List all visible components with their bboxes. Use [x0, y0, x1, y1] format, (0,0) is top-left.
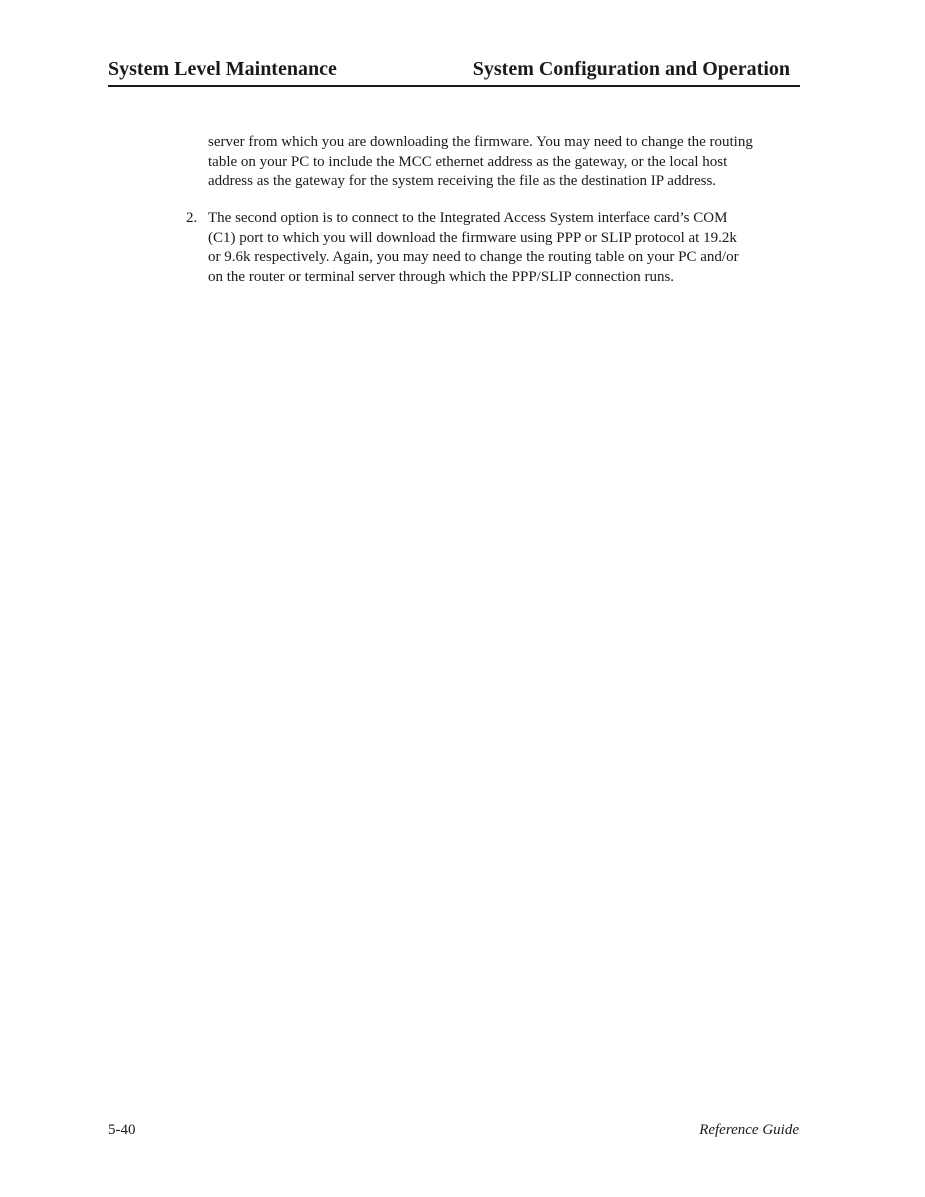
- list-item-line: or 9.6k respectively. Again, you may need to change the routing table on your PC and/or: [208, 249, 739, 265]
- list-item-text: [208, 209, 803, 287]
- paragraph-line: server from which you are downloading the firmware. You may need to change the routing: [208, 134, 753, 150]
- page-number: 5-40: [108, 1122, 136, 1138]
- list-item-number: 2.: [186, 210, 198, 226]
- paragraph-line: table on your PC to include the MCC ethernet address as the gateway, or the local host: [208, 153, 728, 170]
- continued-paragraph: [208, 133, 803, 192]
- list-item-line: on the router or terminal server through which the PPP/SLIP connection runs.: [208, 268, 675, 285]
- list-item-line: The second option is to connect to the Integrated Access System interface card’s COM: [208, 210, 728, 226]
- list-item-line: (C1) port to which you will download the firmware using PPP or SLIP protocol at 19.2k: [208, 229, 737, 246]
- paragraph-line: address as the gateway for the system receiving the file as the destination IP address.: [208, 173, 717, 189]
- chapter-title: System Configuration and Operation: [472, 58, 790, 80]
- section-title: System Level Maintenance: [108, 58, 337, 80]
- page-header: [108, 55, 800, 87]
- guide-title: Reference Guide: [699, 1122, 799, 1138]
